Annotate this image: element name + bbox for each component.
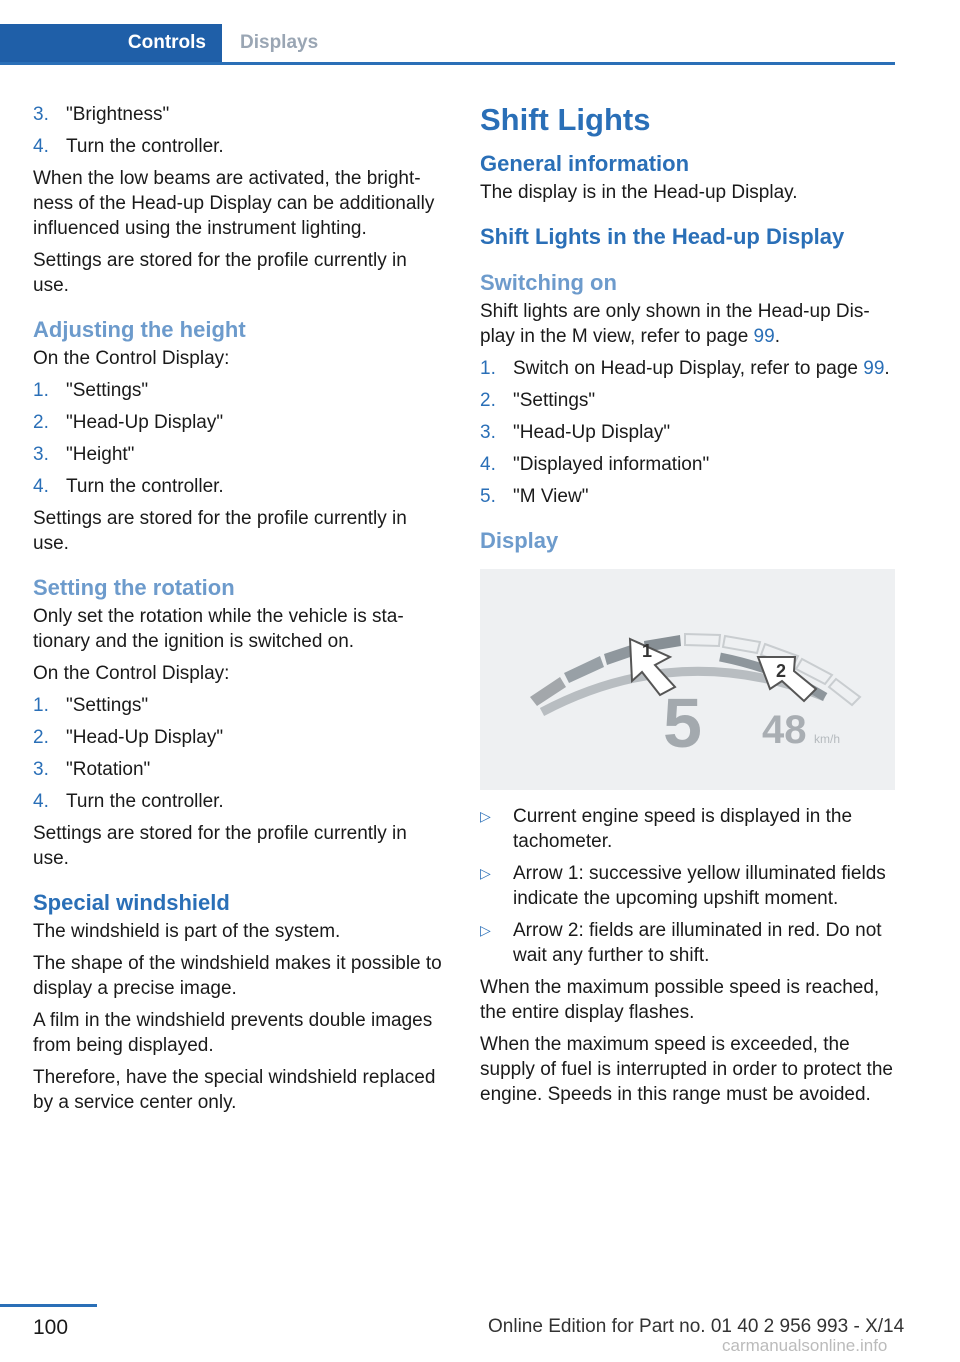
list-item: 3. "Rotation" <box>33 759 151 780</box>
page-link[interactable]: 99 <box>863 358 885 379</box>
header-bar <box>0 24 895 65</box>
paragraph: The windshield is part of the system. <box>33 921 341 942</box>
section-tab-displays[interactable]: Displays <box>240 32 319 53</box>
list-item: 2. "Head-Up Display" <box>33 412 224 433</box>
edition-note: Online Edition for Part no. 01 40 2 956 993 - X/14 <box>488 1316 905 1337</box>
paragraph: The display is in the Head-up Display. <box>480 182 798 203</box>
svg-text:1: 1 <box>642 641 653 661</box>
paragraph: On the Control Display: <box>33 348 230 369</box>
list-item: 2. "Settings" <box>480 390 596 411</box>
shift-field <box>829 679 860 705</box>
shift-field <box>723 636 760 653</box>
list-item: 3. "Height" <box>33 444 135 465</box>
paragraph: The shape of the windshield makes it possible to display a precise image. <box>33 953 442 999</box>
page-title: Shift Lights <box>480 102 651 137</box>
gear-indicator: 5 <box>663 684 702 762</box>
paragraph: Settings are stored for the profile currently in use. <box>33 823 407 869</box>
heading-shift-lights-hud: Shift Lights in the Head-up Display <box>480 224 845 249</box>
heading-adjust-height: Adjusting the height <box>33 317 246 342</box>
switch-on-steps <box>480 356 895 509</box>
page-number: 100 <box>33 1316 69 1339</box>
paragraph: When the low beams are activated, the brightness of the Head-up Display can be additionally influenced using the instrument lighting. <box>33 168 435 239</box>
paragraph: When the maximum possible speed is reached, the entire display flashes. <box>480 977 880 1023</box>
list-item: 1. "Settings" <box>33 695 149 716</box>
list-item: 4. Turn the controller. <box>33 136 224 157</box>
list-item: 4. "Displayed information" <box>480 454 710 475</box>
footer-divider <box>0 1304 97 1307</box>
heading-switching-on: Switching on <box>480 270 617 295</box>
list-item: 5. "M View" <box>480 486 589 507</box>
paragraph: When the maximum speed is exceeded, the supply of fuel is interrupted in order to protect the engine. Speeds in this range must be avoided. <box>480 1034 893 1105</box>
page-link[interactable]: 99 <box>753 326 775 347</box>
rotation-steps <box>33 693 443 814</box>
heading-general-info: General information <box>480 151 690 176</box>
arrow-2-icon <box>758 657 816 701</box>
heading-set-rotation: Setting the rotation <box>33 575 235 600</box>
list-item: ▷ Arrow 1: successive yellow illuminated fields indicate the upcoming upshift moment. <box>480 863 886 909</box>
heading-special-windshield: Special windshield <box>33 890 230 915</box>
shift-field <box>685 634 720 646</box>
list-item: 2. "Head-Up Display" <box>33 727 224 748</box>
paragraph: On the Control Display: <box>33 663 230 684</box>
shift-field <box>564 656 604 683</box>
shift-lights-illustration <box>480 569 895 790</box>
list-item: ▷ Current engine speed is displayed in the tachometer. <box>480 806 853 852</box>
paragraph: Settings are stored for the profile currently in use. <box>33 508 407 554</box>
brightness-steps <box>33 102 443 159</box>
height-steps <box>33 378 443 499</box>
speed-unit: km/h <box>814 732 841 746</box>
watermark: carmanualsonline.info <box>722 1336 888 1355</box>
list-item: 3. "Head-Up Display" <box>480 422 671 443</box>
paragraph: Therefore, have the special windshield replaced by a service center only. <box>33 1067 436 1113</box>
speed-readout: 48 <box>762 708 807 752</box>
display-bullets <box>480 804 895 968</box>
list-item: 3. "Brightness" <box>33 104 170 125</box>
paragraph: Shift lights are only shown in the Head-up Display in the M view, refer to page 99. <box>480 301 870 347</box>
list-item: ▷ Arrow 2: fields are illuminated in red. Do not wait any further to shift. <box>480 920 882 966</box>
list-item: 1. "Settings" <box>33 380 149 401</box>
paragraph: A film in the windshield prevents double images from being displayed. <box>33 1010 433 1056</box>
list-item: 1. Switch on Head-up Display, refer to page 99. <box>480 358 890 379</box>
paragraph: Only set the rotation while the vehicle is stationary and the ignition is switched on. <box>33 606 404 652</box>
section-tab-controls[interactable]: Controls <box>0 24 222 62</box>
shift-lights-figure <box>480 569 895 790</box>
paragraph: Settings are stored for the profile currently in use. <box>33 250 407 296</box>
heading-display: Display <box>480 528 559 553</box>
right-column <box>480 102 895 1114</box>
svg-text:2: 2 <box>776 661 787 681</box>
list-item: 4. Turn the controller. <box>33 476 224 497</box>
list-item: 4. Turn the controller. <box>33 791 224 812</box>
left-column <box>33 102 443 1122</box>
